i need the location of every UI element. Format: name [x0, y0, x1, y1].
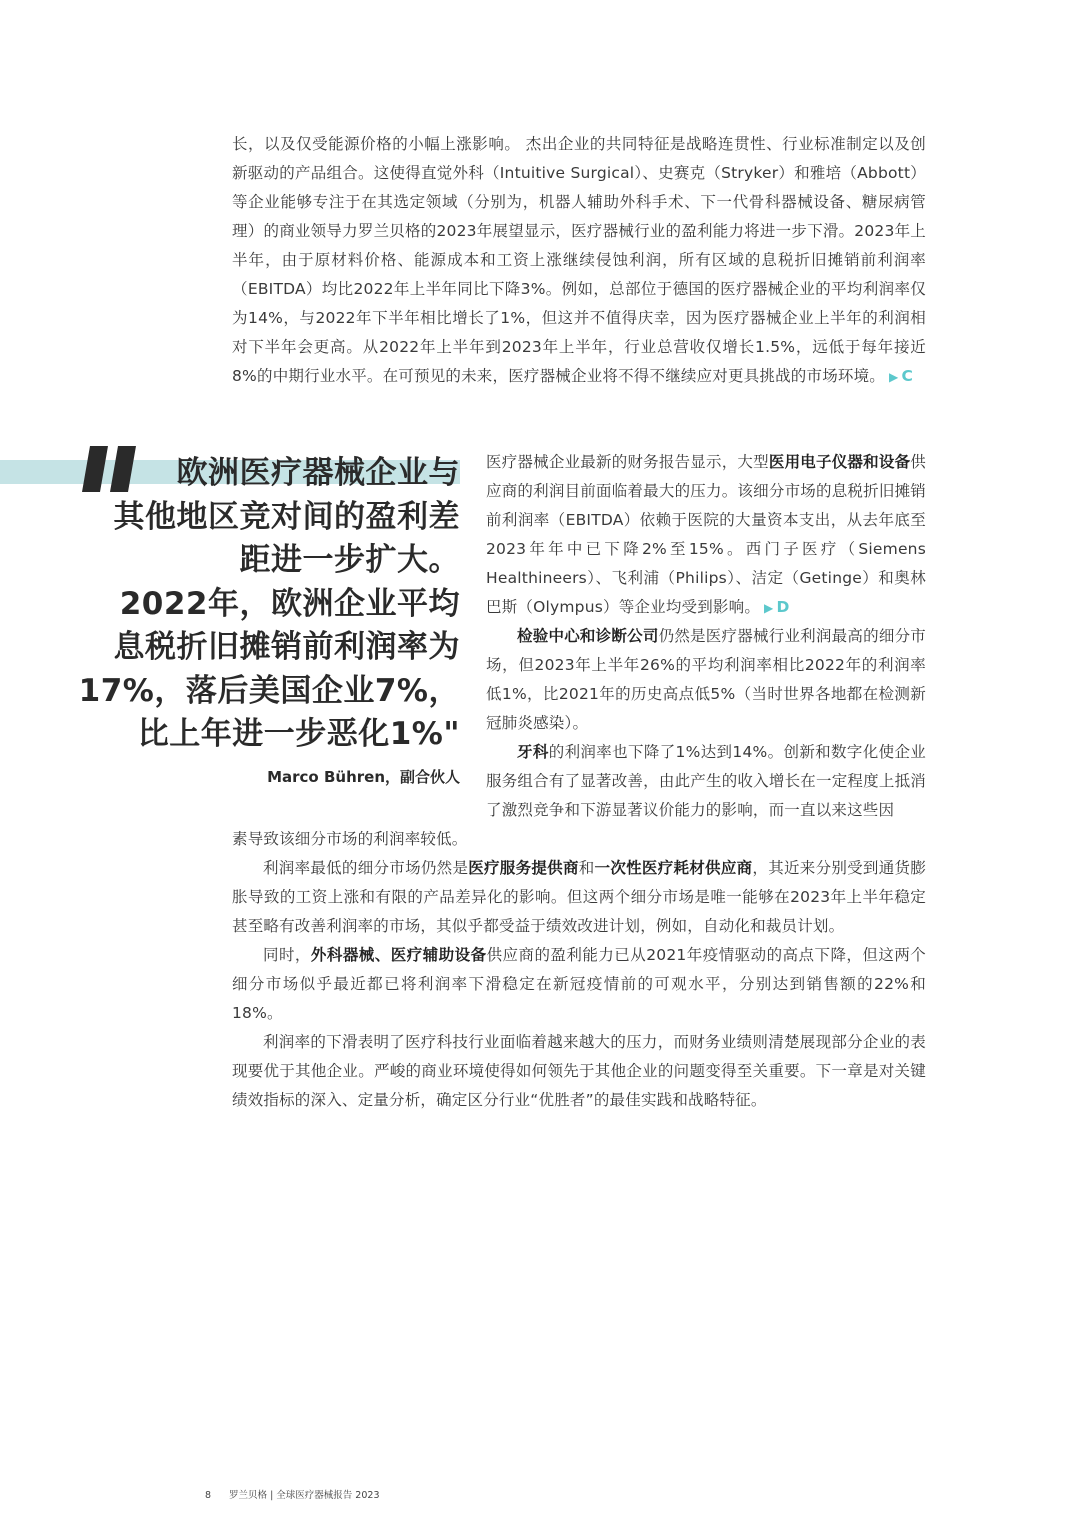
play-triangle-icon: ▶ — [764, 601, 774, 615]
paragraph-text: 利润率的下滑表明了医疗科技行业面临着越来越大的压力，而财务业绩则清楚展现部分企业的表现要优于其他企业。严峻的商业环境使得如何领先于其他企业的问题变得至关重要。下一章是对关键绩效指标的深入、定量分析，确定区分行业“优胜者”的最佳实践和战略特征。 — [232, 1033, 926, 1109]
segment-highlight: 检验中心和诊断公司 — [517, 627, 659, 645]
paragraph-text: ，其近来分别受到通货膨胀导致的工资上涨和有限的产品差异化的影响。但这两个细分市场是唯一能够在2023年上半年稳定甚至略有改善利润率的市场，其似乎都受益于绩效改进计划，例如，自动化和裁员计划。 — [232, 859, 926, 935]
paragraph-text: 医疗器械企业最新的财务报告显示，大型 — [486, 453, 769, 471]
quote-line: 比上年进一步恶化1%" — [137, 716, 460, 752]
paragraph-text: 供应商的盈利能力已从2021年疫情驱动的高点下降，但这两个细分市场似乎最近都已将利润率下滑稳定在新冠疫情前的可观水平，分别达到销售额的22%和18%。 — [232, 946, 927, 1022]
paragraph-text: 仍然是医疗器械行业利润最高的细分市场，但2023年上半年26%的平均利润率相比2022年的利润率低1%，比2021年的历史高点低5%（当时世界各地都在检测新冠肺炎感染）。 — [486, 627, 926, 732]
intro-paragraph — [232, 130, 926, 392]
paragraph-surgical — [232, 941, 926, 1028]
paragraph-text: 和 — [578, 859, 595, 877]
paragraph-text: 利润率最低的细分市场仍然是 — [263, 859, 469, 877]
pull-quote — [60, 452, 460, 757]
paragraph-text: 的利润率也下降了1%达到14%。创新和数字化使企业服务组合有了显著改善，由此产生的收入增长在一定程度上抵消了激烈竞争和下游显著议价能力的影响，而一直以来这些因 — [486, 743, 926, 819]
paragraph-text: 素导致该细分市场的利润率较低。 — [232, 830, 468, 848]
quote-line: 2022年，欧洲企业平均 — [119, 585, 460, 622]
segment-highlight: 牙科 — [517, 743, 549, 761]
paragraph-conclusion — [232, 1028, 926, 1115]
intro-text: 长，以及仅受能源价格的小幅上涨影响。 杰出企业的共同特征是战略连贯性、行业标准制定以及创新驱动的产品组合。这使得直觉外科（Intuitive Surgical）、史赛克（Stryker）和雅培（Abbott）等企业能够专注于在其选定领域（分别为，机器人辅助外科手术、下一代骨科器械设备、糖尿病管理）的商业领导力罗兰贝格的2023年展望显示，医疗器械行业的盈利能力将进一步下滑。2023年上半年，由于原材料价格、能源成本和工资上涨继续侵蚀利润，所有区域的息税折旧摊销前利润率（EBITDA）均比2022年上半年同比下降3%。例如，总部位于德国的医疗器械企业的平均利润率仅为14%，与2022年下半年相比增长了1%，但这并不值得庆幸，因为医疗器械企业上半年的利润相对下半年会更高。从2022年上半年到2023年上半年，行业总营收仅增长1.5%，远低于每年接近8%的中期行业水平。在可预见的未来，医疗器械企业将不得不继续应对更具挑战的市场环境。 — [232, 135, 926, 385]
segment-highlight: 一次性医疗耗材供应商 — [594, 859, 753, 877]
paragraph-electronic-devices — [486, 448, 926, 623]
page-number: 8 — [205, 1490, 212, 1501]
paragraph-lowest-margin — [232, 854, 926, 941]
page-footer — [205, 1487, 379, 1501]
quote-line: 17%，落后美国企业7%， — [78, 672, 460, 709]
quote-line: 其他地区竞对间的盈利差 — [113, 498, 460, 535]
segment-highlight: 医疗服务提供商 — [468, 859, 579, 877]
report-title: 罗兰贝格 | 全球医疗器械报告 2023 — [229, 1490, 380, 1501]
quote-line: 距进一步扩大。 — [239, 542, 460, 578]
paragraph-text: 供应商的利润目前面临着最大的压力。该细分市场的息税折旧摊销前利润率（EBITDA）依赖于医院的大量资本支出，从去年底至2023年年中已下降2%至15%。西门子医疗（Siemens Healthineers）、飞利浦（Philips）、洁定（Getinge）和奥林巴斯（Olympus）等企业均受到影响。 — [486, 453, 926, 616]
quote-line: 欧洲医疗器械企业与 — [176, 455, 460, 491]
reference-link-d[interactable]: D — [776, 598, 790, 616]
segment-highlight: 外科器械、医疗辅助设备 — [310, 946, 487, 964]
paragraph-dental-continued — [232, 825, 926, 854]
segment-highlight: 医用电子仪器和设备 — [768, 453, 911, 471]
quote-author: Marco Bühren，副合伙人 — [267, 768, 460, 786]
paragraph-diagnostics — [486, 622, 926, 738]
reference-link-c[interactable]: C — [901, 367, 914, 385]
quote-line: 息税折旧摊销前利润率为 — [113, 629, 460, 665]
play-triangle-icon: ▶ — [889, 370, 899, 384]
paragraph-dental — [486, 738, 926, 825]
paragraph-text: 同时， — [263, 946, 311, 964]
